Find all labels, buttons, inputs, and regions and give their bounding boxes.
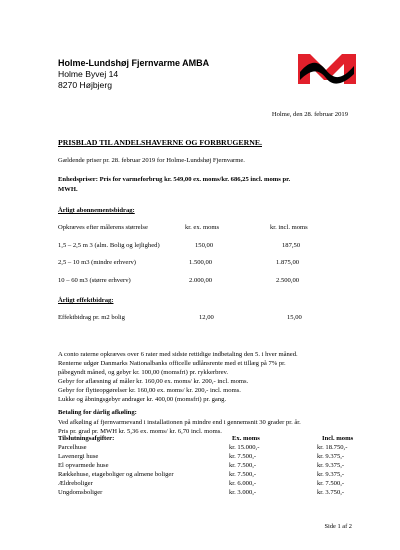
effect-row-ex-vat: 12,00 <box>199 314 214 321</box>
rates-line: A conto raterne opkræves over 6 rater med sidste rettidige indbetaling den 5. i hver måned. <box>58 351 298 358</box>
connection-row-incl-vat: kr. 7.500,- <box>317 480 345 487</box>
subscription-row-ex-vat: 1.500,00 <box>189 259 213 266</box>
rates-line: Gebyr for flytteopgørelser kr. 160,00 ex. moms/ kr. 200,- incl. moms. <box>58 387 241 395</box>
subscription-header-incl-vat: kr. incl. moms <box>270 224 308 231</box>
company-city: 8270 Højbjerg <box>58 80 112 90</box>
poor-cooling-heading: Betaling for dårlig afkøling: <box>58 409 137 416</box>
poor-cooling-line: Pris pr. grad pr. MWH kr. 5,36 ex. moms/ kr. 6,70 incl. moms. <box>58 428 222 436</box>
subscription-row-ex-vat: 150,00 <box>195 242 214 249</box>
poor-cooling-line: Ved afkøling af fjernvarmevand i installationen på mindre end i gennemsnit 30 grader pr. år. <box>58 419 301 426</box>
connection-row-incl-vat: kr. 18.750,- <box>317 444 348 451</box>
intro-text: Gældende priser pr. 28. februar 2019 for Holme-Lundshøj Fjernvarme. <box>58 157 245 164</box>
connection-row-incl-vat: kr. 9.375,- <box>317 471 345 478</box>
connection-row-incl-vat: kr. 9.375,- <box>317 462 345 469</box>
connection-row-ex-vat: kr. 3.000,- <box>229 489 257 496</box>
subscription-header-ex-vat: kr. ex. moms <box>185 224 220 231</box>
effect-heading: Årligt effektbidrag: <box>58 297 114 304</box>
rates-paragraph <box>58 350 358 405</box>
connection-row-incl-vat: kr. 3.750,- <box>317 489 345 496</box>
effect-row-label: Effektbidrag pr. m2 bolig <box>58 314 125 321</box>
connection-row-incl-vat: kr. 9.375,- <box>317 453 345 460</box>
company-street: Holme Byvej 14 <box>58 69 119 79</box>
connection-row-ex-vat: kr. 6.000,- <box>229 480 257 487</box>
connection-header-type: Tilslutningsafgifter: <box>58 435 115 442</box>
connection-header-incl-vat: Incl. moms <box>322 435 354 442</box>
subscription-row-label: 2,5 – 10 m3 (mindre erhverv) <box>58 259 137 266</box>
subscription-heading: Årligt abonnementsbidrag: <box>58 207 135 214</box>
connection-row-type: Parcelhuse <box>58 444 87 451</box>
document-title: PRISBLAD TIL ANDELSHAVERNE OG FORBRUGERNE. <box>58 138 262 147</box>
connection-row-type: Ungdomsboliger <box>58 489 103 496</box>
subscription-row-ex-vat: 2.000,00 <box>189 277 213 284</box>
connection-row-ex-vat: kr. 7.500,- <box>229 462 257 469</box>
effect-row-incl-vat: 15,00 <box>287 314 302 321</box>
subscription-row-label: 10 – 60 m3 (større erhverv) <box>58 277 131 284</box>
connection-row-ex-vat: kr. 7.500,- <box>229 453 257 460</box>
connection-header-ex-vat: Ex. moms <box>232 435 260 442</box>
subscription-row-incl-vat: 1.875,00 <box>276 259 300 266</box>
connection-row-ex-vat: kr. 15.000,- <box>229 444 260 451</box>
unit-prices-line: MWH. <box>58 185 78 193</box>
subscription-row-incl-vat: 187,50 <box>282 242 301 249</box>
unit-prices-line: Enhedspriser: Pris for varmeforbrug kr. 549,00 ex. moms/kr. 686,25 incl. moms pr. <box>58 176 291 183</box>
connection-row-type: Lavenergi huse <box>58 453 99 460</box>
connection-row-ex-vat: kr. 7.500,- <box>229 471 257 478</box>
subscription-row-label: 1,5 – 2,5 m 3 (alm. Bolig og lejlighed) <box>58 242 160 249</box>
document-date: Holme, den 28. februar 2019 <box>271 111 348 118</box>
connection-row-type: El opvarmede huse <box>58 462 109 469</box>
subscription-row-incl-vat: 2.500,00 <box>276 277 300 284</box>
unit-prices <box>58 175 358 194</box>
rates-line: Gebyr for aflæsning af måler kr. 160,00 ex. moms/ kr. 200,- incl. moms. <box>58 378 249 386</box>
rates-line: Lukke og åbningsgebyr andrager kr. 400,00 (momsfri) pr. gang. <box>58 396 227 404</box>
connection-row-type: Ældreboliger <box>58 480 93 487</box>
company-logo-icon <box>296 52 358 86</box>
page-number: Side 1 af 2 <box>324 523 352 530</box>
poor-cooling-text <box>58 418 368 436</box>
company-name: Holme-Lundshøj Fjernvarme AMBA <box>58 58 210 68</box>
company-address-block <box>58 58 209 91</box>
connection-row-type: Rækkehuse, etageboliger og almene boliger <box>58 471 174 478</box>
rates-line: Renterne udgør Danmarks Nationalbanks officelle udlånsrente med et tillæg på 7% pr. <box>58 360 286 368</box>
rates-line: påbegyndt måned, og gebyr kr. 100,00 (momsfri) pr. rykkerbrev. <box>58 369 229 377</box>
subscription-header-description: Opkræves efter målerens størrelse <box>58 224 148 231</box>
